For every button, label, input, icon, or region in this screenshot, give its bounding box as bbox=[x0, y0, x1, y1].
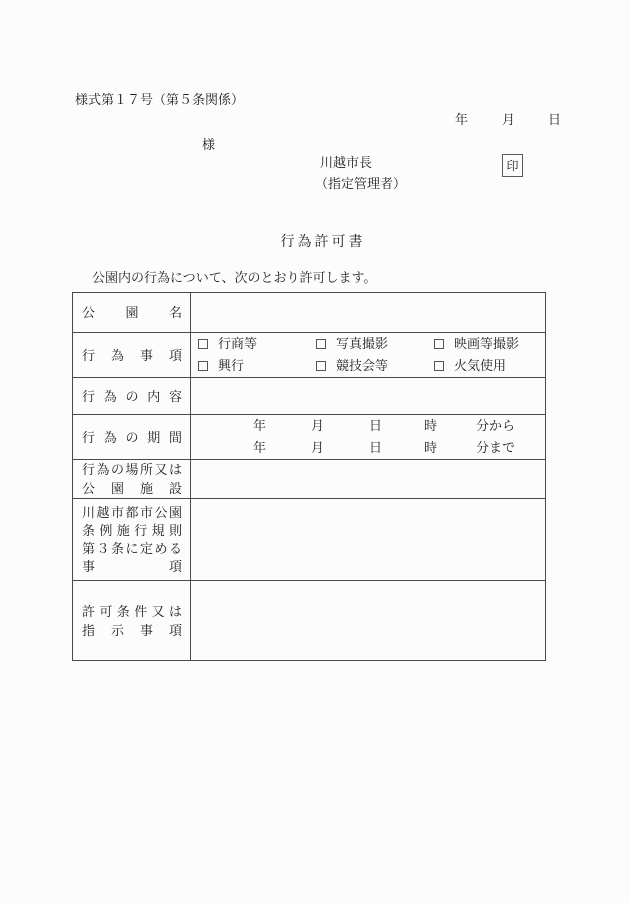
row-label-line: 行 為 の 期 間 bbox=[82, 429, 182, 445]
checkbox-icon bbox=[198, 361, 208, 371]
period-year-label: 年 bbox=[253, 418, 267, 433]
checkbox-icon bbox=[316, 339, 326, 349]
row-label-line: 公 園 施 設 bbox=[82, 481, 182, 496]
row-label-line: 許 可 条 件 又 は bbox=[82, 603, 182, 619]
document-title: 行為許可書 bbox=[280, 235, 366, 250]
checkbox-label: 火気使用 bbox=[454, 358, 507, 373]
period-hour-label: 時 bbox=[424, 418, 438, 433]
checkbox-icon bbox=[434, 361, 444, 371]
row-label-line: 行 為 の 内 容 bbox=[82, 388, 182, 404]
date-day-label: 日 bbox=[548, 112, 562, 127]
checkbox-label: 行商等 bbox=[218, 336, 258, 351]
table-row-activity-items bbox=[73, 333, 546, 378]
issuer-name: 川越市長 bbox=[320, 155, 373, 170]
row-label-cell bbox=[73, 499, 191, 581]
checkbox-group-competition bbox=[316, 359, 434, 373]
form-number: 様式第１７号（第５条関係） bbox=[75, 92, 245, 107]
issuer-note: （指定管理者） bbox=[315, 176, 407, 191]
row-label-line: 第３条に定める bbox=[82, 541, 182, 556]
period-to-line bbox=[191, 437, 545, 459]
table-row-location bbox=[73, 460, 546, 499]
table-row-activity-period bbox=[73, 415, 546, 460]
row-label-line: 事 項 bbox=[82, 559, 182, 574]
checkbox-icon bbox=[316, 361, 326, 371]
row-label-cell bbox=[73, 581, 191, 661]
activity-period-cell bbox=[191, 415, 546, 460]
permit-form-table bbox=[72, 292, 546, 661]
activity-content-cell bbox=[191, 378, 546, 415]
period-month-label: 月 bbox=[311, 440, 325, 455]
table-row-ordinance-matters bbox=[73, 499, 546, 581]
table-row-permit-conditions bbox=[73, 581, 546, 661]
row-label-cell bbox=[73, 378, 191, 415]
park-name-value-cell bbox=[191, 293, 546, 333]
row-label-cell bbox=[73, 415, 191, 460]
row-label-line: 条 例 施 行 規 則 bbox=[82, 523, 182, 538]
period-year-label: 年 bbox=[253, 440, 267, 455]
row-label-cell bbox=[73, 460, 191, 499]
period-from-line bbox=[191, 415, 545, 437]
row-label-line: 行 為 事 項 bbox=[82, 347, 182, 363]
date-month-label: 月 bbox=[502, 112, 516, 127]
checkbox-line bbox=[191, 355, 545, 377]
checkbox-group-fire-use bbox=[434, 359, 545, 373]
period-day-label: 日 bbox=[369, 418, 383, 433]
checkbox-line bbox=[191, 333, 545, 355]
activity-items-cell bbox=[191, 333, 546, 378]
checkbox-group-show bbox=[198, 359, 316, 373]
row-label-line: 行為の場所又は bbox=[82, 462, 182, 477]
row-label-cell bbox=[73, 293, 191, 333]
permit-conditions-cell bbox=[191, 581, 546, 661]
seal-label: 印 bbox=[506, 158, 519, 173]
checkbox-group-photography bbox=[316, 337, 434, 351]
period-minute-from-label: 分から bbox=[476, 418, 516, 433]
checkbox-label: 写真撮影 bbox=[336, 336, 389, 351]
row-label-line: 指 示 事 項 bbox=[82, 622, 182, 638]
row-label-line: 川越市都市公園 bbox=[82, 505, 182, 520]
table-row-activity-content bbox=[73, 378, 546, 415]
checkbox-group-peddling bbox=[198, 337, 316, 351]
checkbox-group-filming bbox=[434, 337, 545, 351]
addressee-suffix: 様 bbox=[202, 137, 216, 152]
intro-text: 公園内の行為について、次のとおり許可します。 bbox=[92, 270, 377, 285]
date-year-label: 年 bbox=[455, 112, 469, 127]
row-label-cell bbox=[73, 333, 191, 378]
period-hour-label: 時 bbox=[424, 440, 438, 455]
checkbox-label: 興行 bbox=[218, 358, 245, 373]
checkbox-label: 映画等撮影 bbox=[454, 336, 520, 351]
period-day-label: 日 bbox=[369, 440, 383, 455]
row-label-line: 公 園 名 bbox=[82, 305, 182, 320]
period-month-label: 月 bbox=[311, 418, 325, 433]
checkbox-icon bbox=[434, 339, 444, 349]
date-line bbox=[455, 113, 561, 127]
period-minute-to-label: 分まで bbox=[476, 440, 516, 455]
ordinance-matters-cell bbox=[191, 499, 546, 581]
checkbox-icon bbox=[198, 339, 208, 349]
table-row-park-name bbox=[73, 293, 546, 333]
checkbox-label: 競技会等 bbox=[336, 358, 389, 373]
seal-box bbox=[502, 154, 523, 177]
location-value-cell bbox=[191, 460, 546, 499]
